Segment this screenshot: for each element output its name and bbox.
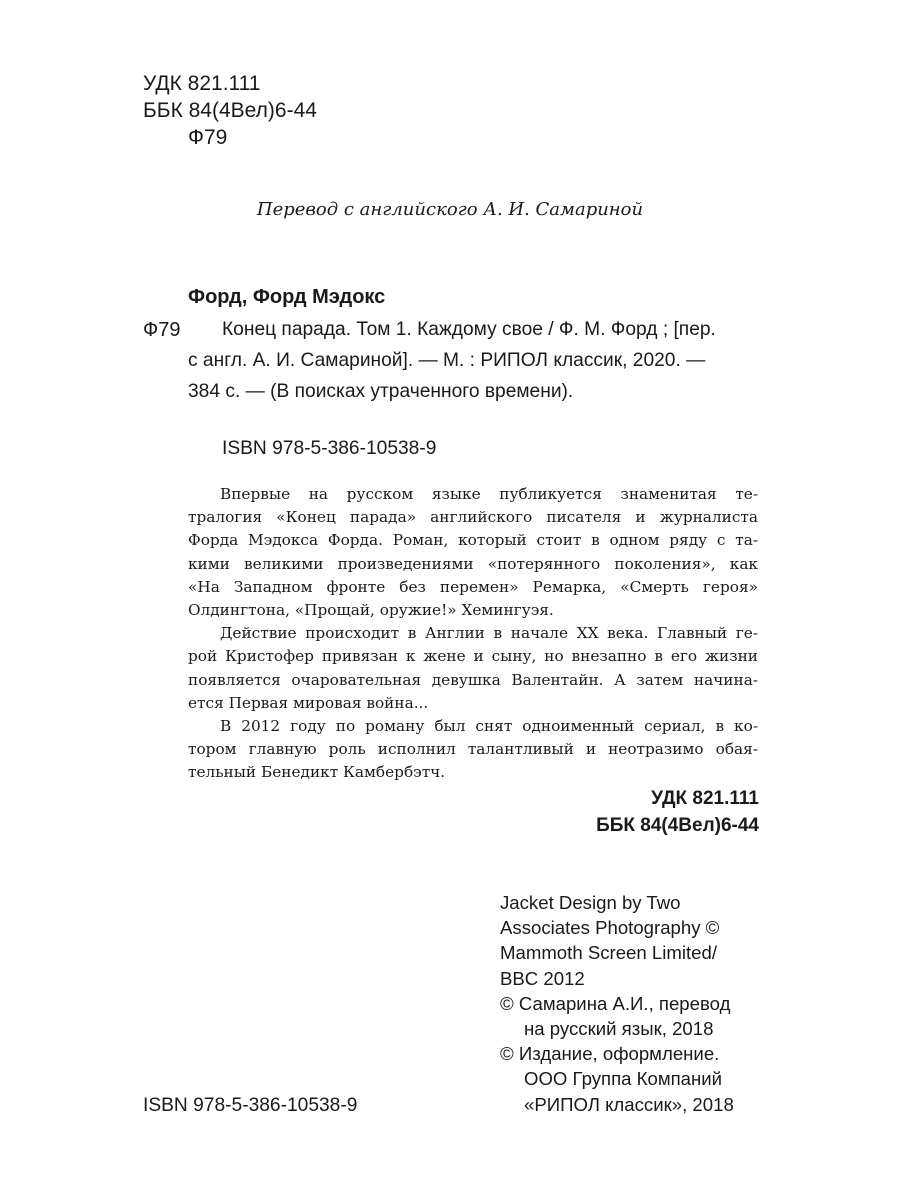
annotation-line: Действие происходит в Англии в начале XX века. Главный ге- (220, 624, 758, 643)
edition-copyright-cont: «РИПОЛ классик», 2018 (524, 1093, 734, 1115)
annotation-line: Форда Мэдокса Форда. Роман, который стоит в одном ряду с та- (188, 531, 758, 550)
annotation-line: Впервые на русском языке публикуется знаменитая те- (220, 485, 758, 503)
annotation-line: тельный Бенедикт Камбербэтч. (188, 763, 446, 782)
translation-copyright: © Самарина А.И., перевод (500, 992, 731, 1014)
entry-code: Ф79 (143, 319, 181, 341)
translator-note: Перевод с английского А. И. Самариной (256, 199, 644, 220)
annotation-paragraph (188, 622, 758, 715)
description-line: Конец парада. Том 1. Каждому свое / Ф. М. Форд ; [пер. (222, 319, 716, 340)
annotation-line: тором главную роль исполнил талантливый и неотразимо обая- (188, 740, 758, 759)
annotation-line: тралогия «Конец парада» английского писателя и журналиста (188, 508, 758, 527)
annotation-paragraph (188, 715, 758, 785)
isbn-bottom: ISBN 978-5-386-10538-9 (143, 1095, 358, 1116)
copyright-block (500, 890, 734, 1117)
annotation-line: ется Первая мировая война... (188, 693, 429, 712)
isbn-entry: ISBN 978-5-386-10538-9 (222, 438, 437, 459)
annotation-paragraph (188, 483, 758, 622)
annotation-line: появляется очаровательная девушка Валентайн. А затем начина- (188, 670, 758, 689)
annotation (188, 483, 758, 785)
bbk-code: ББК 84(4Вел)6-44 (143, 99, 317, 122)
annotation-line: кими великими произведениями «потерянного поколения», как (188, 554, 758, 573)
copyright-line: Mammoth Screen Limited/ (500, 942, 718, 964)
annotation-line: Олдингтона, «Прощай, оружие!» Хемингуэя. (188, 601, 554, 620)
copyright-line: Associates Photography © (500, 917, 720, 939)
description-line: 384 с. — (В поисках утраченного времени). (188, 381, 574, 402)
annotation-line: В 2012 году по роману был снят одноименный сериал, в ко- (220, 717, 758, 736)
udk-code: УДК 821.111 (143, 72, 261, 95)
description-line: с англ. А. И. Самариной]. — М. : РИПОЛ классик, 2020. — (188, 350, 706, 371)
edition-copyright-cont: ООО Группа Компаний (524, 1068, 723, 1090)
translation-copyright-cont: на русский язык, 2018 (524, 1018, 714, 1040)
annotation-line: «На Западном фронте без перемен» Ремарка, «Смерть героя» (188, 577, 758, 596)
bbk-code-bold: ББК 84(4Вел)6-44 (596, 815, 759, 836)
bibliographic-description (188, 314, 762, 407)
annotation-line: рой Кристофер привязан к жене и сыну, но внезапно в его жизни (188, 647, 758, 666)
author-mark: Ф79 (188, 126, 228, 149)
copyright-line: BBC 2012 (500, 967, 585, 989)
copyright-line: Jacket Design by Two (500, 892, 681, 913)
udk-code-bold: УДК 821.111 (651, 788, 759, 809)
edition-copyright: © Издание, оформление. (500, 1043, 720, 1065)
classification-codes-right (596, 785, 759, 839)
classification-block (143, 70, 317, 151)
author-heading: Форд, Форд Мэдокс (188, 286, 386, 308)
